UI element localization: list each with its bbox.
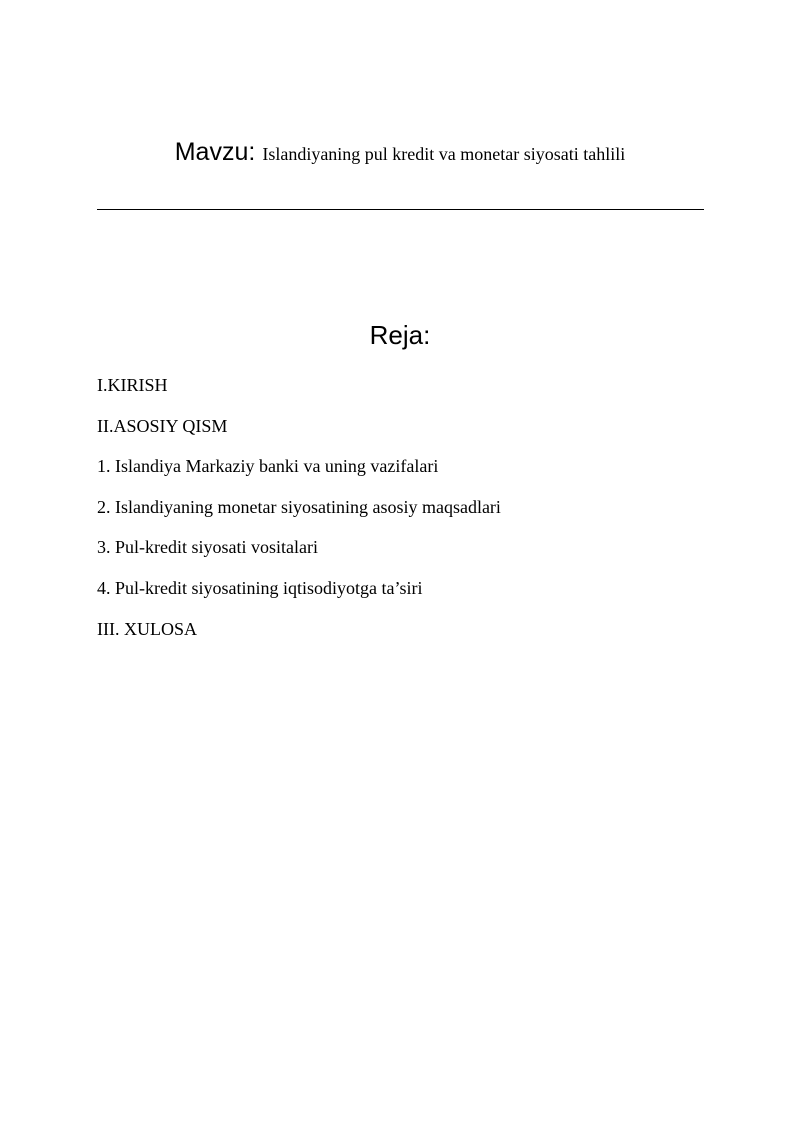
topic-label: Mavzu:	[174, 138, 256, 166]
plan-item-4: 4. Pul-kredit siyosatining iqtisodiyotga ta’siri	[97, 577, 423, 598]
plan-item-introduction: I.KIRISH	[97, 375, 168, 395]
plan-item-conclusion: III. XULOSA	[97, 618, 197, 639]
topic-text: Islandiyaning pul kredit va monetar siyosati tahlili	[262, 144, 626, 164]
topic-heading	[0, 138, 800, 167]
plan-title: Reja:	[369, 320, 431, 350]
title-divider	[97, 209, 704, 210]
plan-item-main-part: II.ASOSIY QISM	[97, 415, 228, 436]
plan-item-2: 2. Islandiyaning monetar siyosatining asosiy maqsadlari	[97, 496, 501, 517]
plan-item-3: 3. Pul-kredit siyosati vositalari	[97, 537, 318, 558]
plan-list	[97, 374, 501, 658]
plan-item-1: 1. Islandiya Markaziy banki va uning vazifalari	[97, 456, 439, 477]
